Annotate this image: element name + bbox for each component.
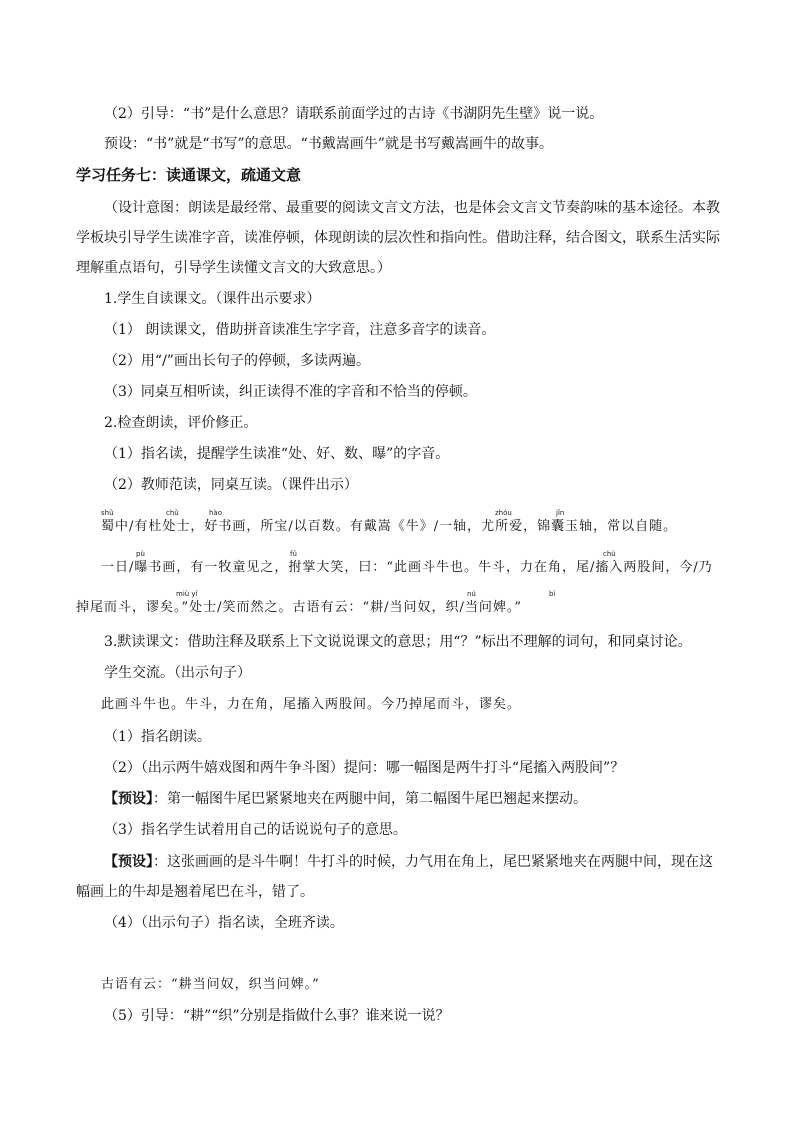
line-7: 1.学生自读课文。（课件出示要求） — [104, 291, 321, 307]
line-21: （2）（出示两牛嬉戏图和两牛争斗图）提问：哪一幅图是两牛打斗“尾搐入两股间”？ — [104, 760, 625, 776]
classical-line-1: 蜀中/有杜处士，好书画，所宝/以百数。有戴嵩《牛》/一轴，尤所爱，锦囊玉轴，常以自随。 — [101, 519, 678, 534]
line-9: （2）用“/”画出长句子的停顿，多读两遍。 — [104, 353, 370, 369]
pinyin-zhou: zhóu — [495, 509, 512, 517]
line-24 — [104, 852, 713, 872]
preset-text: ：这张画画的是斗牛啊！牛打斗的时候，力气用在角上，尾巴紧紧地夹在两腿中间，现在这 — [153, 854, 713, 870]
classical-quote: 古语有云：“耕当问奴，织当问婢。” — [101, 977, 320, 992]
preset-tag: 【预设】 — [104, 791, 153, 807]
line-6: 理解重点语句，引导学生读懂文言文的大致意思。） — [76, 260, 391, 276]
pinyin-miuyi: miù yǐ — [176, 590, 198, 598]
line-2: 预设：“书”就是“书写”的意思。“书戴嵩画牛”就是书写戴嵩画牛的故事。 — [104, 136, 553, 152]
pinyin-pu: pù — [136, 550, 145, 558]
classical-line-2: 一日/曝书画，有一牧童见之，拊掌大笑，曰：“此画斗牛也。牛斗，力在角，尾/搐入两股间，今/乃 — [101, 560, 713, 575]
line-20: （1）指名朗读。 — [104, 729, 211, 745]
line-1: （2）引导：“书”是什么意思？请联系前面学过的古诗《书湖阴先生壁》说一说。 — [104, 106, 604, 122]
pinyin-hao: hào — [209, 509, 223, 517]
line-18: 学生交流。（出示句子） — [104, 665, 251, 681]
line-28: （5）引导：“耕”“织”分别是指做什么事？谁来说一说？ — [104, 1008, 450, 1024]
pinyin-shu: shǔ — [101, 509, 114, 517]
line-23: （3）指名学生试着用自己的话说说句子的意思。 — [104, 822, 407, 838]
line-5: 学板块引导学生读准字音，读准停顿，体现朗读的层次性和指向性。借助注释，结合图文，联系生活实际 — [76, 230, 720, 246]
line-8: （1） 朗读课文，借助拼音读准生字字音，注意多音字的读音。 — [104, 322, 496, 338]
classical-sentence: 此画斗牛也。牛斗，力在角，尾搐入两股间。今乃掉尾而斗，谬矣。 — [101, 697, 522, 712]
pinyin-bi: bì — [549, 590, 556, 598]
line-4: （设计意图：朗读是最经常、最重要的阅读文言文方法，也是体会文言文节奏韵味的基本途径。本教 — [104, 200, 720, 216]
preset-tag: 【预设】 — [104, 854, 153, 870]
line-13: （2）教师范读，同桌互读。（课件出示） — [104, 477, 358, 493]
pinyin-nu: nú — [467, 590, 476, 598]
line-11: 2.检查朗读，评价修正。 — [104, 415, 258, 431]
line-17: 3.默读课文：借助注释及联系上下文说说课文的意思；用“？”标出不理解的词句，和同桌讨论。 — [104, 634, 692, 650]
line-10: （3）同桌互相听读，纠正读得不准的字音和不恰当的停顿。 — [104, 384, 477, 400]
pinyin-chu: chǔ — [166, 509, 179, 517]
pinyin-chu2: chù — [603, 550, 616, 558]
pinyin-jin: jǐn — [556, 509, 565, 517]
preset-text: ：第一幅图牛尾巴紧紧地夹在两腿中间，第二幅图牛尾巴翘起来摆动。 — [153, 791, 587, 807]
line-26: （4）（出示句子）指名读，全班齐读。 — [104, 915, 344, 931]
pinyin-fu: fǔ — [290, 550, 297, 558]
line-25: 幅画上的牛却是翘着尾巴在斗，错了。 — [76, 884, 314, 900]
classical-line-3: 掉尾而斗，谬矣。”处士/笑而然之。古语有云：“耕/当问奴，织/当问婢。” — [76, 600, 523, 615]
section-heading: 学习任务七：读通课文，疏通文意 — [76, 166, 302, 184]
line-22 — [104, 789, 587, 809]
line-12: （1）指名读，提醒学生读准“处、好、数、曝”的字音。 — [104, 446, 450, 462]
